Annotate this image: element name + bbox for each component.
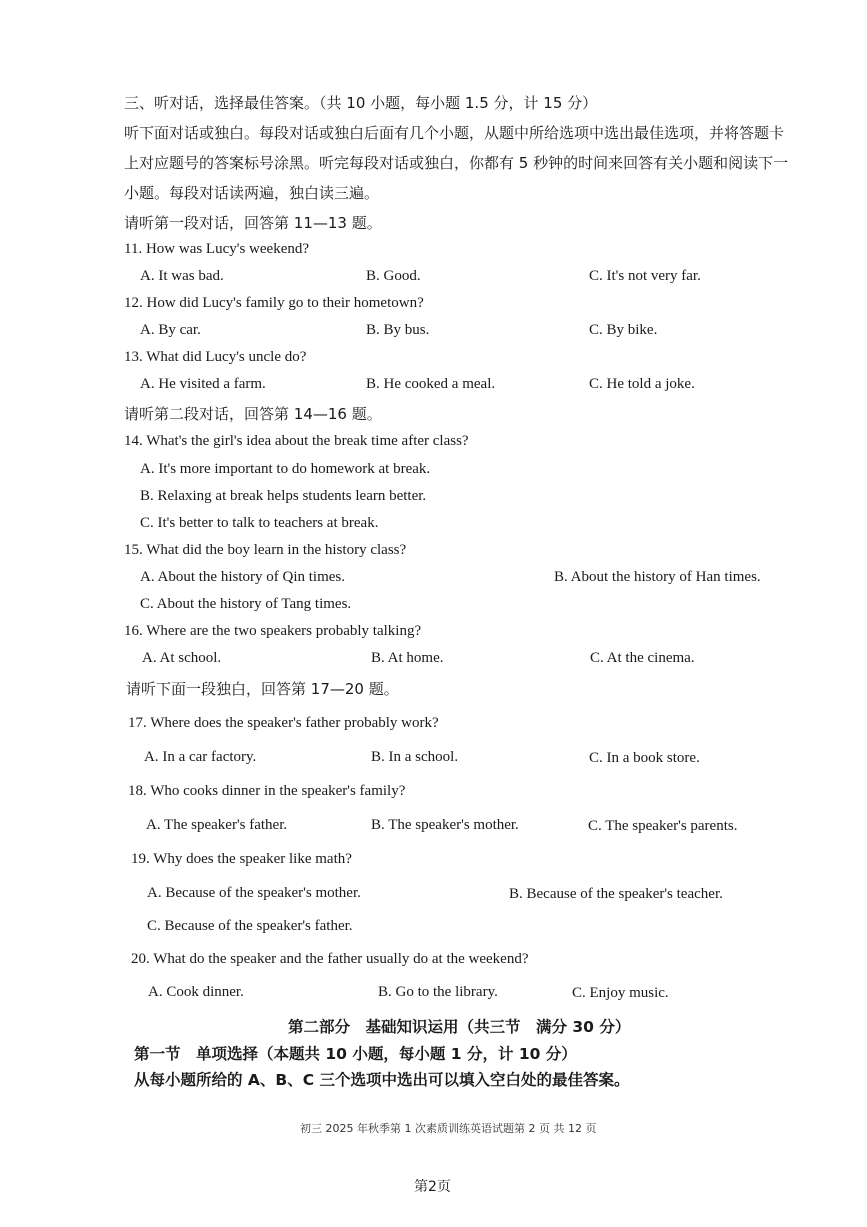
q17-option-a: A. In a car factory. xyxy=(144,749,257,765)
q19-option-c: C. Because of the speaker's father. xyxy=(147,918,353,934)
section-heading: 三、听对话，选择最佳答案。（共 10 小题，每小题 1.5 分，计 15 分） xyxy=(124,94,598,112)
question-20: 20. What do the speaker and the father usually do at the weekend? xyxy=(131,951,529,967)
instruction-line-3: 小题。每段对话读两遍，独白读三遍。 xyxy=(124,184,380,202)
q19-option-a: A. Because of the speaker's mother. xyxy=(147,885,361,901)
q15-option-a: A. About the history of Qin times. xyxy=(140,569,345,585)
question-17: 17. Where does the speaker's father probably work? xyxy=(128,715,439,731)
q20-option-a: A. Cook dinner. xyxy=(148,984,244,1000)
q20-option-b: B. Go to the library. xyxy=(378,984,498,1000)
question-14: 14. What's the girl's idea about the break time after class? xyxy=(124,433,469,449)
question-11: 11. How was Lucy's weekend? xyxy=(124,241,310,257)
q20-option-c: C. Enjoy music. xyxy=(572,985,669,1001)
q18-option-a: A. The speaker's father. xyxy=(146,817,288,833)
q12-option-c: C. By bike. xyxy=(589,322,658,338)
instruction-line-2: 上对应题号的答案标号涂黑。听完每段对话或独白，你都有 5 秒钟的时间来回答有关小题和阅读下一 xyxy=(124,154,789,172)
q14-option-a: A. It's more important to do homework at break. xyxy=(140,461,431,477)
group-instruction-3: 请听下面一段独白，回答第 17—20 题。 xyxy=(126,680,399,698)
q11-option-b: B. Good. xyxy=(366,268,421,284)
instruction-line-1: 听下面对话或独白。每段对话或独白后面有几个小题，从题中所给选项中选出最佳选项，并将答题卡 xyxy=(124,124,785,142)
q14-option-c: C. It's better to talk to teachers at break. xyxy=(140,515,379,531)
q12-option-a: A. By car. xyxy=(140,322,201,338)
q18-option-b: B. The speaker's mother. xyxy=(371,817,519,833)
q12-option-b: B. By bus. xyxy=(366,322,430,338)
group-instruction-1: 请听第一段对话，回答第 11—13 题。 xyxy=(124,214,382,232)
q13-option-b: B. He cooked a meal. xyxy=(366,376,496,392)
part2-title: 第二部分 基础知识运用（共三节 满分 30 分） xyxy=(288,1018,631,1036)
q11-option-a: A. It was bad. xyxy=(140,268,224,284)
question-16: 16. Where are the two speakers probably talking? xyxy=(124,623,422,639)
question-13: 13. What did Lucy's uncle do? xyxy=(124,349,307,365)
group-instruction-2: 请听第二段对话，回答第 14—16 题。 xyxy=(124,405,382,423)
q19-option-b: B. Because of the speaker's teacher. xyxy=(509,886,723,902)
part2-section1-heading: 第一节 单项选择（本题共 10 小题，每小题 1 分，计 10 分） xyxy=(134,1045,577,1063)
q13-option-c: C. He told a joke. xyxy=(589,376,695,392)
q16-option-a: A. At school. xyxy=(142,650,222,666)
q14-option-b: B. Relaxing at break helps students learn better. xyxy=(140,488,427,504)
q16-option-c: C. At the cinema. xyxy=(590,650,695,666)
question-15: 15. What did the boy learn in the history class? xyxy=(124,542,407,558)
q18-option-c: C. The speaker's parents. xyxy=(588,818,738,834)
question-19: 19. Why does the speaker like math? xyxy=(131,851,352,867)
part2-instruction: 从每小题所给的 A、B、C 三个选项中选出可以填入空白处的最佳答案。 xyxy=(134,1071,630,1089)
page-number: 第2页 xyxy=(414,1179,451,1195)
question-18: 18. Who cooks dinner in the speaker's family? xyxy=(128,783,406,799)
q13-option-a: A. He visited a farm. xyxy=(140,376,266,392)
q17-option-b: B. In a school. xyxy=(371,749,459,765)
q17-option-c: C. In a book store. xyxy=(589,750,700,766)
question-12: 12. How did Lucy's family go to their hometown? xyxy=(124,295,424,311)
q16-option-b: B. At home. xyxy=(371,650,444,666)
q15-option-b: B. About the history of Han times. xyxy=(554,569,761,585)
q11-option-c: C. It's not very far. xyxy=(589,268,701,284)
q15-option-c: C. About the history of Tang times. xyxy=(140,596,352,612)
page-footer: 初三 2025 年秋季第 1 次素质训练英语试题第 2 页 共 12 页 xyxy=(300,1122,597,1135)
